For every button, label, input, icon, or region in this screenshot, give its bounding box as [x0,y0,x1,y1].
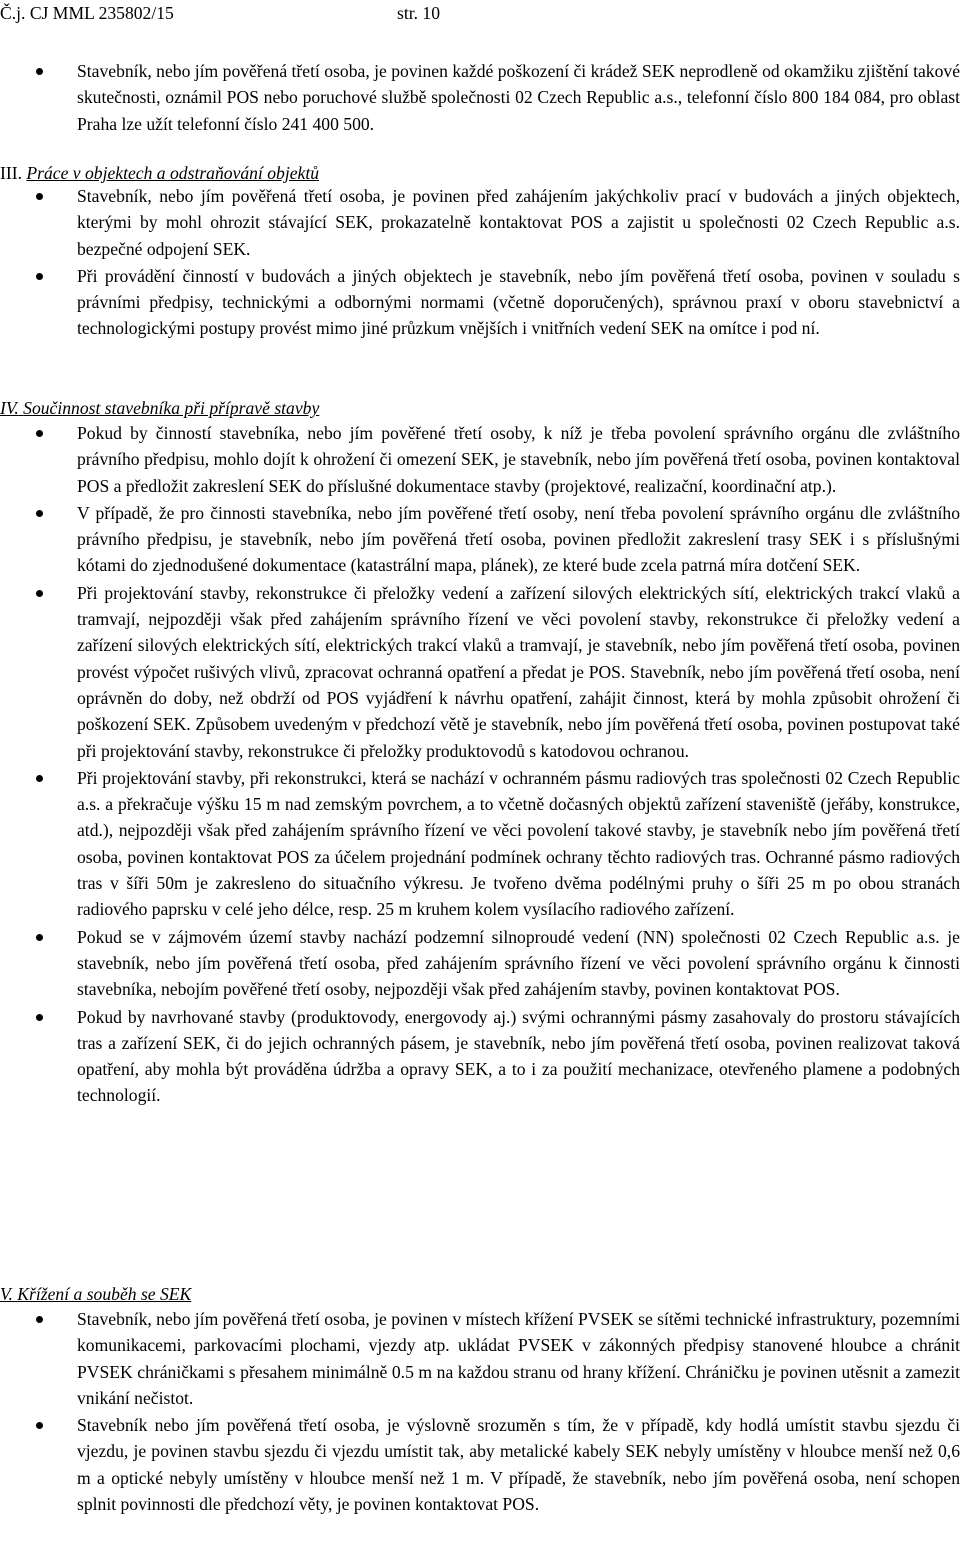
section-title: Práce v objektech a odstraňování objektů [26,163,320,183]
section-heading-iv [0,396,319,420]
list-item: Při provádění činností v budovách a jiných objektech je stavebník, nebo jím pověřená třetí osoba, povinen v souladu s právními předpisy, technickými a odbornými normami (včetně doporučených), správnou praxí v oboru stavebnictví a technologickými postupy provést mimo jiné průzkum vnějších i vnitřních vedení SEK na omítce i pod ní. [0,263,960,342]
page-number: str. 10 [397,3,441,23]
list-item: Stavebník, nebo jím pověřená třetí osoba, je povinen v místech křížení PVSEK se sítěmi technické infrastruktury, pozemními komunikacemi, parkovacími plochami, vjezdy atp. ukládat PVSEK v zákonných předpisy stanovené hloubce a chránit PVSEK chráničkami s přesahem minimálně 0.5 m na každou stranu od hrany křížení. Chráničku je povinen utěsnit a zamezit vnikání nečistot. [0,1306,960,1411]
section-number: V. [0,1284,13,1304]
section-title: Součinnost stavebníka při přípravě stavby [23,398,320,418]
list-item: Pokud se v zájmovém území stavby nachází podzemní silnoproudé vedení (NN) společnosti 02 Czech Republic a.s. je stavebník, nebo jím pověřená třetí osoba, před zahájením správního řízení ve věci povolení správního orgánu k činnosti stavebníka, nebojím pověřené třetí osoby, nejpozději však před zahájením stavby, povinen kontaktovat POS. [0,924,960,1003]
list-item: V případě, že pro činnosti stavebníka, nebo jím pověřené třetí osoby, není třeba povolení správního orgánu dle zvláštního právního předpisu, je stavebník, nebo jím pověřená třetí osoba, povinen předložit zakreslení trasy SEK i s příslušnými kótami do zjednodušené dokumentace (katastrální mapa, plánek), ze které bude zcela patrná míra dotčení SEK. [0,500,960,579]
list-item: Pokud by činností stavebníka, nebo jím pověřené třetí osoby, k níž je třeba povolení správního orgánu dle zvláštního právního předpisu, mohlo dojít k ohrožení či omezení SEK, je stavebník, nebo jím pověřená třetí osoba, povinen kontaktoval POS a předložit zakreslení SEK do příslušné dokumentace stavby (projektové, realizační, koordinační atp.). [0,420,960,499]
intro-list [0,58,960,137]
list-item: Stavebník nebo jím pověřená třetí osoba, je výslovně srozuměn s tím, že v případě, kdy hodlá umístit stavbu sjezdu či vjezdu, je povinen stavbu sjezdu či vjezdu umístit tak, aby metalické kabely SEK nebyly umístěny v hloubce menší než 0,6 m a optické nebyly umístěny v hloubce menší než 1 m. V případě, že stavebník, nebo jím pověřená osoba, není schopen splnit povinnosti dle předchozí věty, je povinen kontaktovat POS. [0,1412,960,1517]
section-v-list [0,1306,960,1517]
section-title: Křížení a souběh se SEK [17,1284,192,1304]
section-heading-iii [0,161,319,185]
list-item: Stavebník, nebo jím pověřená třetí osoba, je povinen před zahájením jakýchkoliv prací v budovách a jiných objektech, kterými by mohl ohrozit stávající SEK, prokazatelně kontaktovat POS a zajistit u společnosti 02 Czech Republic a.s. bezpečné odpojení SEK. [0,183,960,262]
document-reference: Č.j. CJ MML 235802/15 [0,3,174,23]
list-item: Pokud by navrhované stavby (produktovody, energovody aj.) svými ochrannými pásmy zasahovaly do prostoru stávajících tras a zařízení SEK, či do jejich ochranných pásem, je stavebník, nebo jím pověřená třetí osoba, povinen realizovat taková opatření, aby mohla být prováděna údržba a opravy SEK, a to i za použití mechanizace, otevřeného plamene a podobných technologií. [0,1004,960,1109]
list-item: Stavebník, nebo jím pověřená třetí osoba, je povinen každé poškození či krádež SEK neprodleně od okamžiku zjištění takové skutečnosti, oznámil POS nebo poruchové službě společnosti 02 Czech Republic a.s., telefonní číslo 800 184 084, pro oblast Praha lze užít telefonní číslo 241 400 500. [0,58,960,137]
section-iv-list [0,420,960,1109]
section-number: III. [0,163,22,183]
list-item: Při projektování stavby, rekonstrukce či přeložky vedení a zařízení silových elektrických sítí, elektrických trakcí vlaků a tramvají, nejpozději však před zahájením správního řízení ve věci povolení stavby, rekonstrukce či přeložky vedení a zařízení silových elektrických sítí, elektrických trakcí vlaků a tramvají, je stavebník, nebo jím pověřená třetí osoba, povinen provést výpočet rušivých vlivů, zpracovat ochranná opatření a předat je POS. Stavebník, nebo jím pověřená třetí osoba, není oprávněn do doby, než obdrží od POS vyjádření k návrhu opatření, zahájit činnost, která by mohla způsobit ohrožení či poškození SEK. Způsobem uvedeným v předchozí větě je stavebník, nebo jím pověřená třetí osoba, povinen postupovat také při projektování stavby, rekonstrukce či přeložky produktovodů s katodovou ochranou. [0,580,960,764]
section-number: IV. [0,398,19,418]
list-item: Při projektování stavby, při rekonstrukci, která se nachází v ochranném pásmu radiových tras společnosti 02 Czech Republic a.s. a překračuje výšku 15 m nad zemským povrchem, a to včetně dočasných objektů zařízení staveniště (jeřáby, konstrukce, atd.), nejpozději však před zahájením správního řízení ve věci povolení takové stavby, je stavebník nebo jím pověřená třetí osoba, povinen kontaktovat POS za účelem projednání podmínek ochrany těchto radiových tras. Ochranné pásmo radiových tras v šíři 50m je zakresleno do situačního výkresu. Je tvořeno dvěma podélnými pruhy o šíři 25 m po obou stranách radiového paprsku v celé jeho délce, resp. 25 m kruhem kolem vysílacího radiového zařízení. [0,765,960,923]
section-iii-list [0,183,960,342]
section-heading-v [0,1282,191,1306]
page-header [0,2,441,24]
